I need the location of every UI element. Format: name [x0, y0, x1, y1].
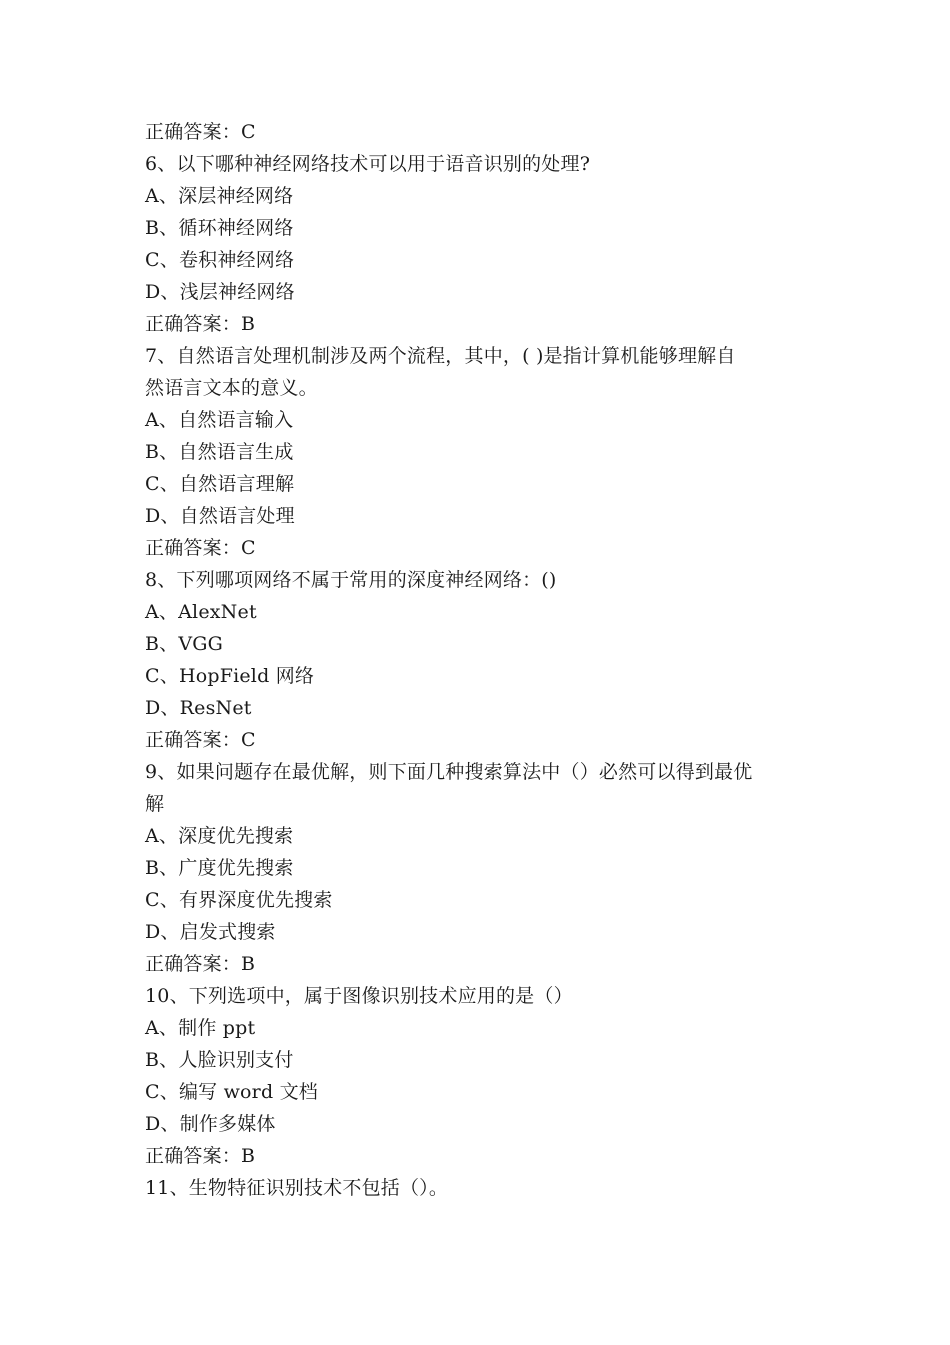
question-9: 9、如果问题存在最优解，则下面几种搜索算法中（）必然可以得到最优: [145, 761, 753, 783]
answer-line: 正确答案：C: [145, 121, 256, 143]
question-10: 10、下列选项中，属于图像识别技术应用的是（）: [145, 985, 573, 1007]
option-line: D、自然语言处理: [145, 505, 295, 527]
question-6: 6、以下哪种神经网络技术可以用于语音识别的处理?: [145, 153, 591, 175]
option-line: D、浅层神经网络: [145, 281, 295, 303]
option-line: B、广度优先搜索: [145, 857, 294, 879]
option-line: A、AlexNet: [145, 601, 257, 623]
option-line: B、循环神经网络: [145, 217, 294, 239]
question-7-continued: 然语言文本的意义。: [145, 377, 318, 399]
answer-line: 正确答案：B: [145, 1145, 256, 1167]
option-line: B、自然语言生成: [145, 441, 294, 463]
option-line: A、自然语言输入: [145, 409, 294, 431]
option-line: A、制作 ppt: [145, 1017, 256, 1039]
option-line: D、制作多媒体: [145, 1113, 276, 1135]
answer-line: 正确答案：C: [145, 537, 256, 559]
option-line: D、ResNet: [145, 697, 252, 719]
option-line: C、编写 word 文档: [145, 1081, 318, 1103]
option-line: C、有界深度优先搜索: [145, 889, 333, 911]
option-line: C、自然语言理解: [145, 473, 295, 495]
answer-line: 正确答案：C: [145, 729, 256, 751]
option-line: A、深层神经网络: [145, 185, 294, 207]
question-7: 7、自然语言处理机制涉及两个流程，其中，( )是指计算机能够理解自: [145, 345, 736, 367]
answer-line: 正确答案：B: [145, 313, 256, 335]
question-9-continued: 解: [145, 793, 165, 815]
question-8: 8、下列哪项网络不属于常用的深度神经网络：(): [145, 569, 557, 591]
option-line: D、启发式搜索: [145, 921, 276, 943]
option-line: C、HopField 网络: [145, 665, 315, 687]
answer-line: 正确答案：B: [145, 953, 256, 975]
option-line: B、VGG: [145, 633, 224, 655]
question-11: 11、生物特征识别技术不包括（）。: [145, 1177, 449, 1199]
option-line: C、卷积神经网络: [145, 249, 295, 271]
option-line: B、人脸识别支付: [145, 1049, 294, 1071]
document-page: [145, 116, 825, 1204]
option-line: A、深度优先搜索: [145, 825, 294, 847]
